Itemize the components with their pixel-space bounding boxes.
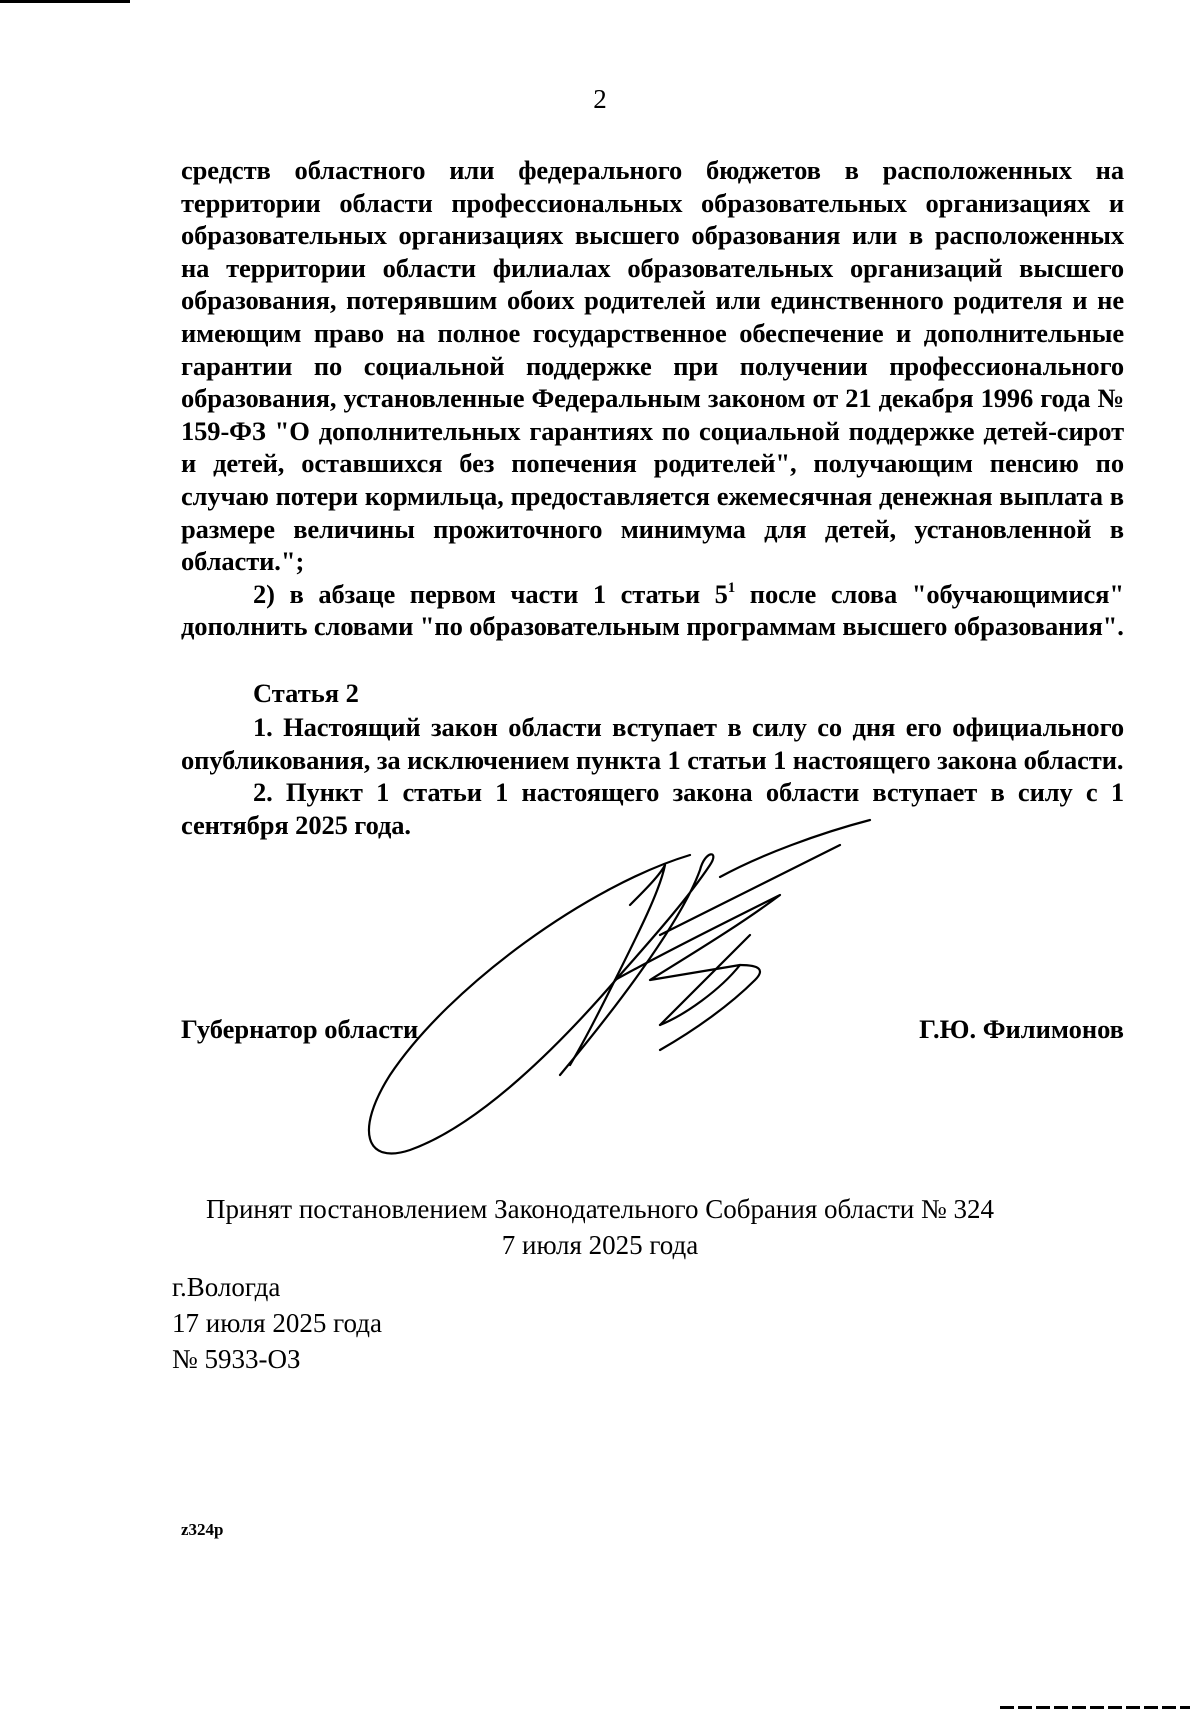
item-2-text-rest: после слова "обучающимися" дополнить словами "по образовательным программам высшего образования". xyxy=(181,578,1124,642)
signatory-name: Г.Ю. Филимонов xyxy=(919,1014,1124,1044)
law-date: 17 июля 2025 года xyxy=(172,1308,382,1338)
adoption-note xyxy=(0,1191,1200,1263)
article-2-point-1: 1. Настоящий закон области вступает в силу со дня его официального опубликования, за исключением пункта 1 статьи 1 настоящего закона области. xyxy=(181,712,1124,775)
page-number: 2 xyxy=(593,84,607,114)
adoption-line: Принят постановлением Законодательного Собрания области № 324 xyxy=(205,1194,995,1224)
scan-edge-mark xyxy=(0,0,130,3)
document-code: z324p xyxy=(181,1520,224,1539)
article-2-point-2: 2. Пункт 1 статьи 1 настоящего закона области вступает в силу с 1 сентября 2025 года. xyxy=(181,777,1124,840)
item-2-paragraph xyxy=(181,578,1124,643)
item-2-text: 2) в абзаце первом части 1 статьи 5 xyxy=(253,578,728,609)
item-2-superscript: 1 xyxy=(727,579,736,596)
scan-edge-mark xyxy=(1000,1706,1190,1709)
article-2-heading: Статья 2 xyxy=(253,678,359,708)
adoption-date: 7 июля 2025 года xyxy=(501,1230,699,1260)
city: г.Вологда xyxy=(172,1272,281,1302)
law-number: № 5933-ОЗ xyxy=(172,1344,301,1374)
signatory-title: Губернатор области xyxy=(181,1014,419,1044)
article-2-body xyxy=(181,711,1124,841)
paragraph: средств областного или федерального бюджетов в расположенных на территории области профессиональных образовательных организациях и образовательных организациях высшего образования или в расположенных на территории области филиалах образовательных организаций высшего образования, потерявшим обоих родителей или единственного родителя и не имеющим право на полное государственное обеспечение и дополнительные гарантии по социальной поддержке при получении профессионального образования, установленные Федеральным законом от 21 декабря 1996 года № 159-ФЗ "О дополнительных гарантиях по социальной поддержке детей-сирот и детей, оставшихся без попечения родителей", получающим пенсию по случаю потери кормильца, предоставляется ежемесячная денежная выплата в размере величины прожиточного минимума для детей, установленной в области."; xyxy=(181,155,1124,577)
article1-continuation xyxy=(181,154,1124,643)
place-and-date xyxy=(172,1269,382,1377)
handwritten-signature xyxy=(360,815,880,1175)
